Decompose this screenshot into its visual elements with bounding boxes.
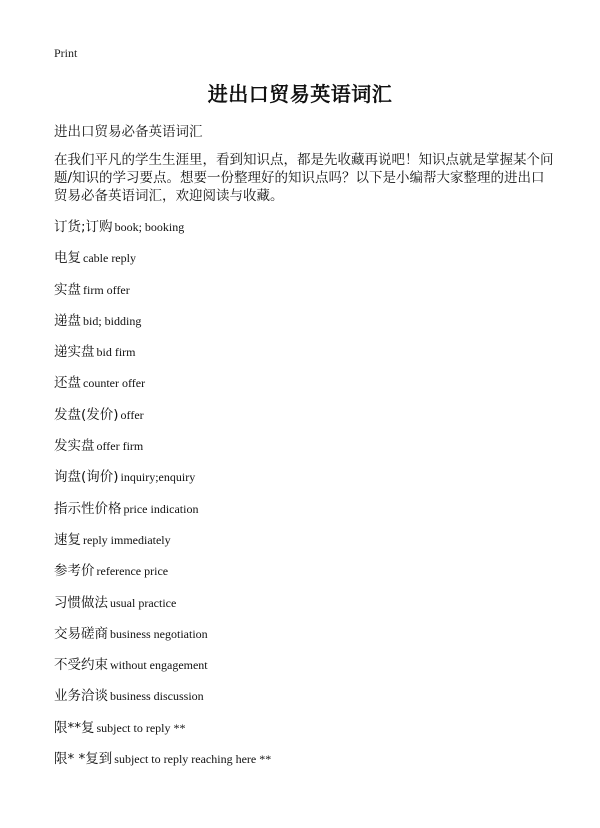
- glossary-term-english: offer firm: [96, 439, 144, 454]
- glossary-term-chinese: 速复: [54, 531, 81, 548]
- glossary-term-english: firm offer: [83, 282, 130, 297]
- glossary-item: [54, 592, 271, 623]
- glossary-item: [54, 529, 271, 560]
- glossary-term-english: business discussion: [110, 689, 204, 704]
- glossary-term-english: bid firm: [96, 345, 136, 360]
- glossary-term-english: subject to reply reaching here **: [114, 752, 272, 767]
- glossary-term-english: book; booking: [114, 220, 185, 234]
- glossary-item: [54, 623, 271, 654]
- glossary-term-english: inquiry;enquiry: [120, 470, 196, 485]
- glossary-item: [54, 748, 271, 779]
- glossary-item: [54, 435, 271, 466]
- glossary-term-english: reference price: [96, 564, 169, 579]
- glossary-item: [54, 717, 271, 748]
- document-subtitle: 进出口贸易必备英语词汇: [54, 124, 203, 140]
- glossary-term-chinese: 递实盘: [54, 344, 95, 361]
- glossary-term-english: business negotiation: [110, 626, 208, 641]
- glossary-term-chinese: 不受约束: [54, 657, 108, 674]
- glossary-item: [54, 372, 271, 403]
- glossary-term-english: counter offer: [83, 376, 146, 391]
- glossary-term-english: offer: [120, 407, 144, 422]
- glossary-term-chinese: 限**复: [54, 719, 95, 736]
- glossary-item: [54, 685, 271, 716]
- glossary-item: [54, 654, 271, 685]
- glossary-term-chinese: 询盘(询价): [54, 469, 119, 486]
- glossary-item: [54, 216, 271, 247]
- glossary-term-english: reply immediately: [83, 532, 171, 547]
- glossary-term-chinese: 习惯做法: [54, 594, 108, 611]
- print-link[interactable]: Print: [54, 46, 78, 60]
- intro-paragraph: 在我们平凡的学生生涯里，看到知识点，都是先收藏再说吧！知识点就是掌握某个问题/知识的学习要点。想要一份整理好的知识点吗？以下是小编帮大家整理的进出口贸易必备英语词汇，欢迎阅读与收藏。: [54, 152, 554, 204]
- glossary-term-chinese: 交易磋商: [54, 625, 108, 642]
- glossary-item: [54, 560, 271, 591]
- glossary-term-chinese: 发实盘: [54, 438, 95, 455]
- glossary-term-english: without engagement: [110, 658, 208, 673]
- glossary-list: [54, 216, 271, 779]
- glossary-item: [54, 341, 271, 372]
- glossary-item: [54, 279, 271, 310]
- glossary-term-english: bid; bidding: [83, 313, 142, 328]
- glossary-term-chinese: 实盘: [54, 281, 81, 298]
- page-title: 进出口贸易英语词汇: [207, 82, 393, 106]
- glossary-item: [54, 498, 271, 529]
- glossary-term-chinese: 还盘: [54, 375, 81, 392]
- glossary-item: [54, 404, 271, 435]
- glossary-term-chinese: 限* *复到: [54, 751, 113, 768]
- glossary-term-chinese: 发盘(发价): [54, 406, 119, 423]
- glossary-term-chinese: 订货;订购: [54, 219, 113, 235]
- glossary-term-english: subject to reply **: [96, 720, 186, 735]
- glossary-term-english: price indication: [123, 501, 199, 516]
- glossary-term-chinese: 参考价: [54, 563, 95, 580]
- glossary-item: [54, 466, 271, 497]
- glossary-term-chinese: 指示性价格: [54, 500, 122, 517]
- glossary-term-chinese: 电复: [54, 250, 81, 267]
- glossary-term-chinese: 递盘: [54, 312, 81, 329]
- glossary-item: [54, 310, 271, 341]
- glossary-term-english: cable reply: [83, 251, 136, 266]
- glossary-term-chinese: 业务洽谈: [54, 688, 108, 705]
- glossary-item: [54, 247, 271, 278]
- glossary-term-english: usual practice: [110, 595, 177, 610]
